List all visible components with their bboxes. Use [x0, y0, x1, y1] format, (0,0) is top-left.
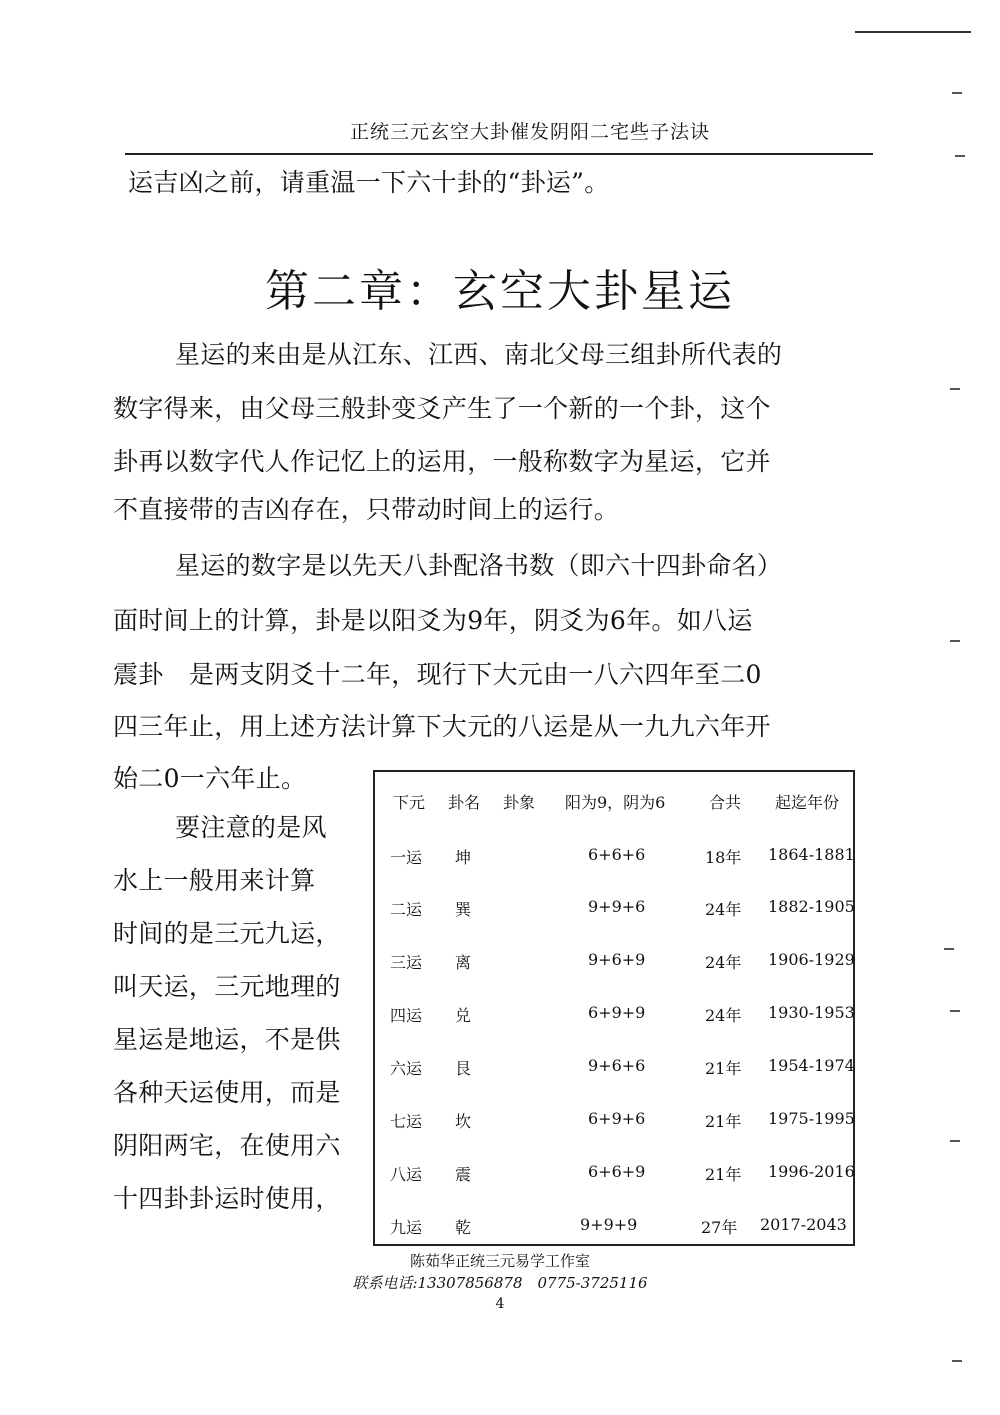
- paragraph-line: 不直接带的吉凶存在，只带动时间上的运行。: [113, 495, 620, 524]
- paragraph-line: 面时间上的计算，卦是以阳爻为9年，阴爻为6年。如八运: [113, 606, 753, 635]
- table-cell: 6+6+9: [588, 1162, 646, 1181]
- table-cell: 1975-1995: [768, 1109, 855, 1128]
- table-cell: 24年: [705, 953, 742, 972]
- top-edge-rule: [855, 31, 971, 33]
- table-cell: 坤: [455, 848, 472, 867]
- table-cell: 艮: [455, 1059, 472, 1078]
- table-header-cell: 卦名: [448, 793, 481, 812]
- table-cell: 六运: [390, 1059, 423, 1078]
- table-cell: 震: [455, 1165, 472, 1184]
- table-header-cell: 合共: [709, 793, 742, 812]
- table-cell: 1882-1905: [768, 897, 855, 916]
- table-cell: 21年: [705, 1112, 742, 1131]
- paragraph-line: 星运的来由是从江东、江西、南北父母三组卦所代表的: [175, 340, 783, 369]
- table-cell: 八运: [390, 1165, 423, 1184]
- paragraph-line: 数字得来，由父母三般卦变爻产生了一个新的一个卦，这个: [113, 394, 771, 423]
- paragraph-line: 震卦 是两支阴爻十二年，现行下大元由一八六四年至二0: [113, 660, 762, 689]
- table-cell: 9+6+9: [588, 950, 646, 969]
- table-header-cell: 起迄年份: [775, 793, 840, 812]
- table-cell: 离: [455, 953, 472, 972]
- table-cell: 9+9+9: [580, 1215, 638, 1234]
- table-cell: 1906-1929: [768, 950, 855, 969]
- table-cell: 24年: [705, 900, 742, 919]
- table-cell: 6+6+6: [588, 845, 646, 864]
- scan-mark: [955, 155, 965, 157]
- paragraph-line: 时间的是三元九运，: [113, 919, 341, 948]
- table-cell: 1864-1881: [768, 845, 855, 864]
- star-cycle-table: [373, 770, 855, 1246]
- table-cell: 24年: [705, 1006, 742, 1025]
- paragraph-line: 要注意的是风: [175, 813, 327, 842]
- header-rule: [125, 153, 873, 155]
- table-header-cell: 下元: [393, 793, 426, 812]
- footer-studio: 陈茹华正统三元易学工作室: [409, 1252, 590, 1270]
- table-cell: 6+9+6: [588, 1109, 646, 1128]
- table-cell: 九运: [390, 1218, 423, 1237]
- table-header-cell: 阳为9，阴为6: [565, 793, 666, 812]
- paragraph-line: 十四卦卦运时使用，: [113, 1184, 341, 1213]
- table-header-cell: 卦象: [503, 793, 536, 812]
- table-cell: 21年: [705, 1165, 742, 1184]
- chapter-title: 第二章：玄空大卦星运: [265, 266, 735, 317]
- table-cell: 21年: [705, 1059, 742, 1078]
- paragraph-line: 卦再以数字代人作记忆上的运用，一般称数字为星运，它并: [113, 447, 771, 476]
- table-cell: 七运: [390, 1112, 423, 1131]
- paragraph-line: 四三年止，用上述方法计算下大元的八运是从一九九六年开: [113, 712, 771, 741]
- paragraph-line: 星运的数字是以先天八卦配洛书数（即六十四卦命名）: [175, 551, 783, 580]
- table-cell: 乾: [455, 1218, 472, 1237]
- table-cell: 四运: [390, 1006, 423, 1025]
- table-cell: 27年: [701, 1218, 738, 1237]
- table-cell: 1996-2016: [768, 1162, 855, 1181]
- paragraph-line: 星运是地运，不是供: [113, 1025, 341, 1054]
- table-cell: 巽: [455, 900, 472, 919]
- scan-mark: [950, 640, 960, 642]
- table-cell: 一运: [390, 848, 423, 867]
- paragraph-line: 叫天运，三元地理的: [113, 972, 341, 1001]
- table-cell: 1930-1953: [768, 1003, 855, 1022]
- table-cell: 三运: [390, 953, 423, 972]
- paragraph-line: 各种天运使用，而是: [113, 1078, 341, 1107]
- table-cell: 9+9+6: [588, 897, 646, 916]
- scan-mark: [952, 1360, 962, 1362]
- table-cell: 1954-1974: [768, 1056, 855, 1075]
- scan-mark: [950, 1010, 960, 1012]
- running-head: 正统三元玄空大卦催发阴阳二宅些子法诀: [349, 121, 710, 143]
- table-cell: 9+6+6: [588, 1056, 646, 1075]
- table-cell: 兑: [455, 1006, 472, 1025]
- table-cell: 坎: [455, 1112, 472, 1131]
- scan-mark: [944, 948, 954, 950]
- intro-line: 运吉凶之前，请重温一下六十卦的“卦运”。: [128, 168, 610, 197]
- table-cell: 18年: [705, 848, 742, 867]
- page-number: 4: [495, 1296, 505, 1312]
- table-cell: 2017-2043: [760, 1215, 847, 1234]
- scan-mark: [950, 388, 960, 390]
- table-cell: 二运: [390, 900, 423, 919]
- paragraph-line: 阴阳两宅，在使用六: [113, 1131, 341, 1160]
- table-cell: 6+9+9: [588, 1003, 646, 1022]
- footer-contact: 联系电话:13307856878 0775-3725116: [352, 1274, 648, 1292]
- scan-mark: [952, 92, 962, 94]
- scan-mark: [950, 1140, 960, 1142]
- paragraph-line: 水上一般用来计算: [113, 866, 316, 895]
- paragraph-line: 始二0一六年止。: [113, 764, 307, 793]
